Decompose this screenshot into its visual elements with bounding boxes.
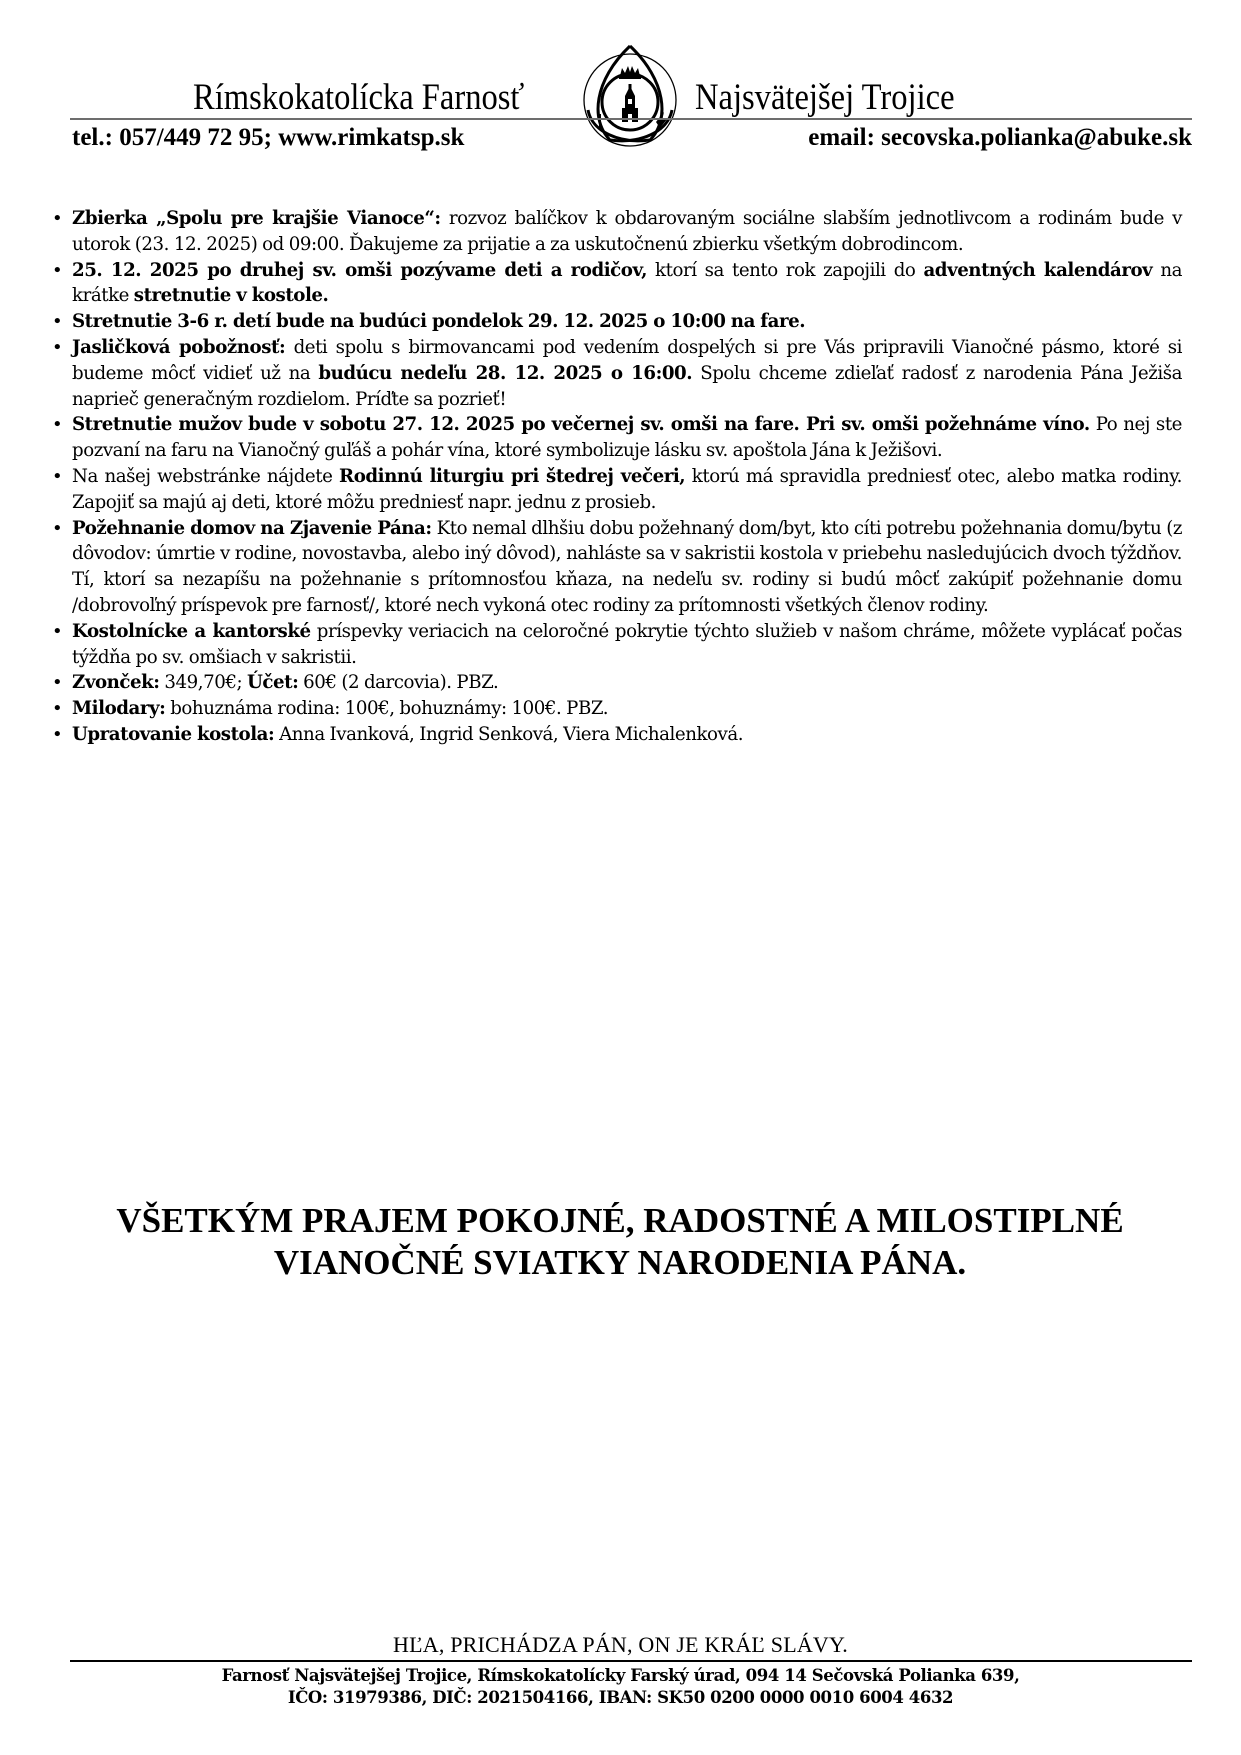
announcement-highlight: Upratovanie kostola: <box>72 723 275 745</box>
announcement-item <box>48 670 1182 696</box>
announcement-text: 349,70€; <box>159 672 247 694</box>
parish-dedication: Najsvätejšej Trojice <box>695 77 955 118</box>
bullet-icon: • <box>52 517 63 539</box>
announcement-text: ktorú má spravidla predniesť otec, alebo matka rodiny. Zapojiť sa majú aj deti, ktoré môžu predniesť napr. jednu z prosieb. <box>72 465 1182 513</box>
address-line-2: IČO: 31979386, DIČ: 2021504166, IBAN: SK50 0200 0000 0010 6004 4632 <box>287 1688 954 1707</box>
announcement-highlight: Zvonček: <box>72 672 160 694</box>
announcement-item <box>48 696 1182 722</box>
bullet-icon: • <box>52 259 63 281</box>
announcement-highlight: Požehnanie domov na Zjavenie Pána: <box>72 517 432 539</box>
announcement-text: ktorí sa tento rok zapojili do <box>647 259 924 281</box>
announcement-item <box>48 722 1182 748</box>
announcement-list <box>48 206 1182 748</box>
announcement-item <box>48 619 1182 671</box>
christmas-greeting <box>60 1200 1180 1284</box>
announcement-highlight: Kostolnícke a kantorské <box>72 620 311 642</box>
bullet-icon: • <box>52 465 63 487</box>
announcement-highlight: adventných kalendárov <box>923 259 1153 281</box>
phone-and-website: tel.: 057/449 72 95; www.rimkatsp.sk <box>72 124 465 151</box>
bullet-icon: • <box>52 698 63 720</box>
announcement-highlight: Jasličková pobožnosť: <box>72 336 286 358</box>
bullet-icon: • <box>52 336 63 358</box>
parish-name: Rímskokatolícka Farnosť <box>193 77 525 118</box>
announcement-highlight: budúcu nedeľu 28. 12. 2025 o 16:00. <box>318 362 693 384</box>
address-line-1: Farnosť Najsvätejšej Trojice, Rímskokatolícky Farský úrad, 094 14 Sečovská Polianka 639, <box>221 1666 1020 1685</box>
header-divider <box>70 118 1192 120</box>
announcement-highlight: Stretnutie 3-6 r. detí bude na budúci pondelok 29. 12. 2025 o 10:00 na fare. <box>72 311 806 333</box>
announcement-text: Po nej ste pozvaní na faru na Vianočný guľáš a pohár vína, ktoré symbolizuje lásku sv. apoštola Jána k Ježišovi. <box>72 414 1182 462</box>
parish-address <box>0 1665 1241 1709</box>
trinity-church-logo-icon <box>580 40 680 150</box>
bullet-icon: • <box>52 672 63 694</box>
announcement-text: 60€ (2 darcovia). PBZ. <box>298 672 499 694</box>
announcement-highlight: Stretnutie mužov bude v sobotu 27. 12. 2025 po večernej sv. omši na fare. Pri sv. omši požehnáme víno. <box>72 414 1090 436</box>
greeting-line-1: VŠETKÝM PRAJEM POKOJNÉ, RADOSTNÉ A MILOSTIPLNÉ <box>116 1201 1124 1240</box>
bullet-icon: • <box>52 723 63 745</box>
announcement-highlight: stretnutie v kostole. <box>133 285 329 307</box>
announcement-item <box>48 309 1182 335</box>
announcement-text: bohuznáma rodina: 100€, bohuznámy: 100€. PBZ. <box>165 698 609 720</box>
announcement-highlight: Rodinnú liturgiu pri štedrej večeri, <box>339 465 686 487</box>
announcement-item <box>48 516 1182 619</box>
footer-divider <box>70 1660 1192 1662</box>
greeting-line-2: VIANOČNÉ SVIATKY NARODENIA PÁNA. <box>273 1243 967 1282</box>
announcement-text: Kto nemal dlhšiu dobu požehnaný dom/byt, kto cíti potrebu požehnania domu/bytu (z dôvodov: úmrtie v rodine, novostavba, alebo iný dôvod), nahláste sa v sakristii kostola v priebehu nasledujúcich dvoch týždňov. Tí, ktorí sa nezapíšu na požehnanie s prítomnosťou kňaza, na nedeľu sv. rodiny si budú môcť zakúpiť požehnanie domu /dobrovoľný príspevok pre farnosť/, ktoré nech vykoná otec rodiny za prítomnosti všetkých členov rodiny. <box>72 517 1182 616</box>
email-contact: email: secovska.polianka@abuke.sk <box>808 124 1192 151</box>
announcement-highlight: Milodary: <box>72 698 166 720</box>
announcement-text: Na našej webstránke nájdete <box>72 465 340 487</box>
announcement-highlight: Zbierka „Spolu pre krajšie Vianoce“: <box>72 208 441 229</box>
bullet-icon: • <box>52 208 63 229</box>
announcements <box>48 206 1182 748</box>
bullet-icon: • <box>52 311 63 333</box>
announcement-item <box>48 464 1182 516</box>
announcement-text: na krátke <box>72 259 1182 307</box>
announcement-text: Anna Ivanková, Ingrid Senková, Viera Michalenková. <box>274 723 744 745</box>
announcement-highlight: 25. 12. 2025 po druhej sv. omši pozývame deti a rodičov, <box>72 259 648 281</box>
bullet-icon: • <box>52 414 63 436</box>
announcement-highlight: Účet: <box>246 672 299 694</box>
bullet-icon: • <box>52 620 63 642</box>
announcement-item <box>48 335 1182 412</box>
announcement-item <box>48 258 1182 310</box>
announcement-text: rozvoz balíčkov k obdarovaným sociálne slabším jednotlivcom a rodinám bude v utorok (23. 12. 2025) od 09:00. Ďakujeme za prijatie a za uskutočnenú zbierku všetkým dobrodincom. <box>72 208 1182 255</box>
announcement-text: príspevky veriacich na celoročné pokrytie týchto služieb v našom chráme, môžete vyplácať počas týždňa po sv. omšiach v sakristii. <box>72 620 1182 668</box>
letterhead <box>70 40 1192 160</box>
announcement-item <box>48 206 1182 258</box>
announcement-item <box>48 412 1182 464</box>
announcement-text: Spolu chceme zdieľať radosť z narodenia Pána Ježiša naprieč generačným rozdielom. Príďte sa pozrieť! <box>72 362 1182 410</box>
announcement-text: deti spolu s birmovancami pod vedením dospelých si pre Vás pripravili Vianočné pásmo, ktoré si budeme môcť vidieť už na <box>72 336 1182 384</box>
footer-motto: HĽA, PRICHÁDZA PÁN, ON JE KRÁĽ SLÁVY. <box>393 1632 848 1657</box>
